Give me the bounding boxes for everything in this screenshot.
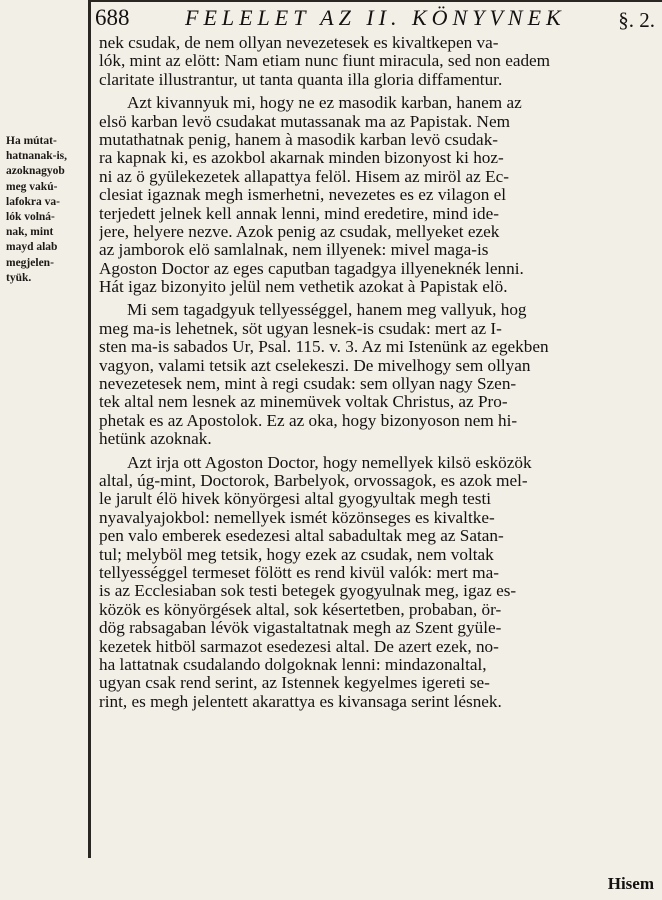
text-line: vagyon, valami tetsik azt cselekeszi. De mivelhogy sem ollyan (99, 356, 531, 375)
margin-note-line: megjelen- (6, 256, 54, 269)
text-line: meg ma-is lehetnek, söt ugyan lesnek-is csudak: mert az I- (99, 319, 502, 338)
top-rule (88, 0, 662, 2)
text-line: kezetek hitböl sarmazot esedezesi altal. De azert ezek, no- (99, 637, 499, 656)
text-line: is az Ecclesiaban sok testi betegek gyogyulnak meg, igaz es- (99, 582, 517, 601)
running-head (95, 4, 655, 32)
text-line: ha lattatnak csudalando dolgoknak lenni: mindazonaltal, (99, 655, 487, 674)
page-number: 688 (95, 5, 130, 30)
text-line: sten ma-is sabados Ur, Psal. 115. v. 3. Az mi Istenünk az egekben (99, 338, 549, 357)
margin-note-line: mayd alab (6, 241, 58, 254)
text-line: tek altal nem lesnek az minemüvek voltak Christus, az Pro- (99, 393, 508, 412)
text-line: claritate illustrantur, ut tanta quanta illa gloria diffamentur. (99, 70, 503, 89)
text-line: ugyan csak rend serint, az Istennek kegyelmes igereti se- (99, 674, 490, 693)
text-line: ni az ö gyülekezetek allapattya felöl. Hisem az miröl az Ec- (99, 167, 509, 186)
margin-rule (88, 0, 91, 858)
main-text (99, 34, 653, 711)
text-line: Azt irja ott Agoston Doctor, hogy nemellyek kilsö esközök (127, 453, 532, 472)
text-line: altal, úg-mint, Doctorok, Barbelyok, orvossagok, es azok mel- (99, 471, 528, 490)
text-line: tellyességgel termeset fölött es rend kivül valók: mert ma- (99, 563, 499, 582)
text-line: hetünk azoknak. (99, 430, 212, 449)
text-line: tul; melyböl meg tetsik, hogy ezek az csudak, nem voltak (99, 545, 494, 564)
text-line: Mi sem tagadgyuk tellyességgel, hanem meg vallyuk, hog (127, 301, 527, 320)
text-line: lók, mint az elött: Nam etiam nunc fiunt miracula, sed non eadem (99, 52, 551, 71)
text-line: elsö karban levö csudakat mutassanak ma az Papistak. Nem (99, 112, 510, 131)
text-line: Hát igaz bizonyito jelül nem vethetik azokat à Papistak elö. (99, 278, 508, 297)
margin-note-line: Ha mútat- (6, 135, 57, 147)
text-line: Agoston Doctor az eges caputban tagadgya illyeneknék lenni. (99, 259, 524, 278)
margin-note (6, 134, 86, 286)
margin-note-line: meg vakú- (6, 180, 58, 193)
text-line: mutathatnak penig, hanem à masodik karban levö csudak- (99, 130, 499, 149)
margin-note-line: lók volná- (6, 211, 55, 224)
text-line: az jamborok elö samlalnak, nem illyenek: mivel maga-is (99, 241, 489, 260)
margin-note-line: hatnanak-is, (6, 150, 68, 163)
text-line: nyavalyajokbol: nemellyek ismét közönseges es kivaltke- (99, 508, 495, 527)
catchword: Hisem (607, 874, 654, 893)
text-line: közök es könyörgések altal, sok késertetben, probaban, ör- (99, 600, 502, 619)
paragraph (99, 301, 653, 448)
paragraph (99, 454, 653, 711)
margin-note-line: tyük. (6, 271, 32, 284)
text-line: nevezetesek nem, mint à regi csudak: sem ollyan nagy Szen- (99, 375, 517, 394)
text-line: dög rabsagaban lévök vigastaltatnak megh az Szent gyüle- (99, 619, 502, 638)
text-line: Azt kivannyuk mi, hogy ne ez masodik karban, hanem az (127, 94, 522, 113)
text-line: le jarult élö hivek könyörgesi altal gyogyultak megh testi (99, 490, 492, 509)
text-line: phetak es az Apostolok. Ez az oka, hogy bizonyoson nem hi- (99, 411, 518, 430)
text-line: rint, es megh jelentett akarattya es kivansaga serint lésnek. (99, 692, 502, 711)
paragraph (99, 94, 653, 296)
section-mark: §. 2. (618, 8, 655, 32)
text-line: clesiat igaznak megh ismerhetni, nevezetes es ez vilagon el (99, 186, 507, 205)
text-line: ra kapnak ki, es azokbol akarnak minden bizonyost ki hoz- (99, 149, 504, 168)
running-title: FELELET AZ II. KÖNYVNEK (185, 5, 566, 30)
text-line: jere, helyere nezve. Azok penig az csudak, mellyeket ezek (99, 222, 500, 241)
text-line: nek csudak, de nem ollyan nevezetesek es kivaltkepen va- (99, 34, 499, 52)
margin-note-line: azoknagyob (6, 165, 65, 178)
text-line: pen valo emberek esedezesi altal sabadultak meg az Satan- (99, 527, 504, 546)
margin-note-line: nak, mint (6, 226, 54, 239)
paragraph (99, 34, 653, 89)
text-line: terjedett jelnek kell annak lenni, mind eredetire, mind ide- (99, 204, 499, 223)
margin-note-line: lafokra va- (6, 195, 60, 208)
